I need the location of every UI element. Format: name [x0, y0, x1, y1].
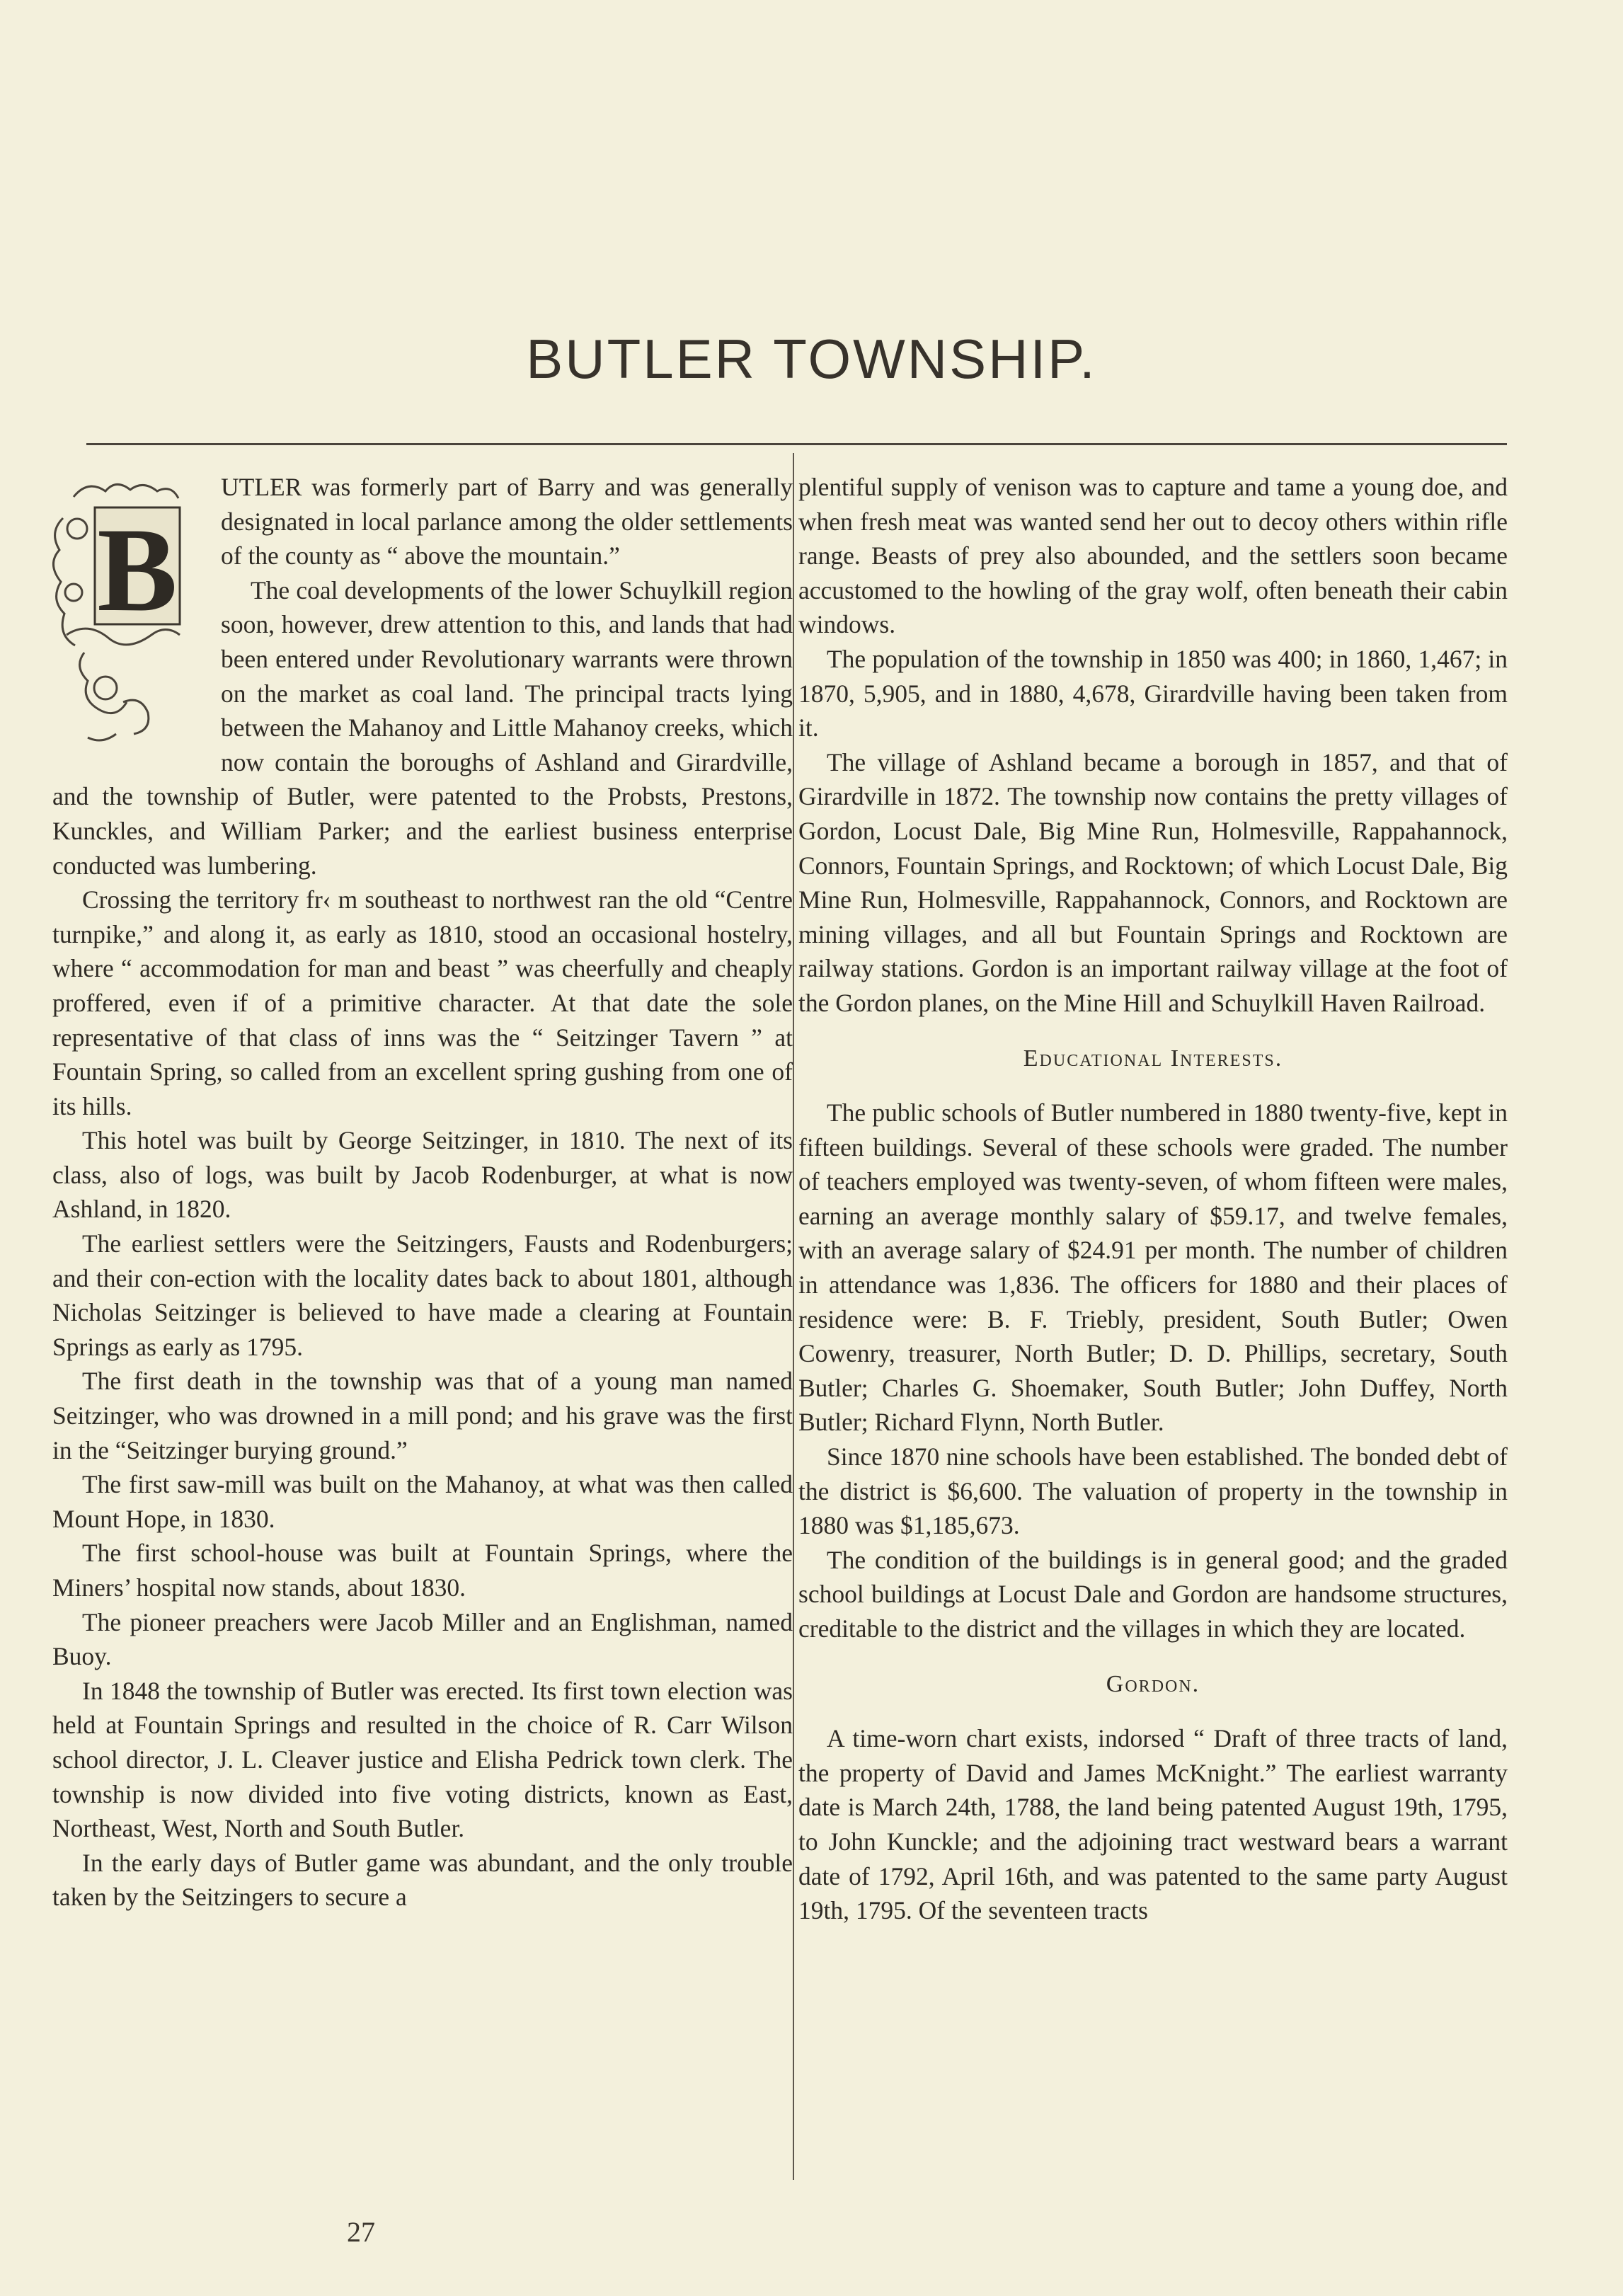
paragraph: Since 1870 nine schools have been established. The bonded debt of the district is $6,600. The valuation of property in the township in 1880 was $1,185,673. — [798, 1442, 1508, 1540]
paragraph: This hotel was built by George Seitzinger, in 1810. The next of its class, also of logs, was built by Jacob Rodenburger, at what is now Ashland, in 1820. — [52, 1126, 793, 1224]
paragraph: A time-worn chart exists, indorsed “ Draft of three tracts of land, the property of David and James McKnight.” The earliest warranty date is March 24th, 1788, the land being patented August 19th, 1795, to John Kunckle; and the adjoining tract westward bears a warrant date of 1792, April 16th, and was patented to the same party August 19th, 1795. Of the seventeen tracts — [798, 1724, 1508, 1925]
paragraph: The condition of the buildings is in general good; and the graded school buildings at Locust Dale and Gordon are handsome structures, creditable to the district and the villages in which they are located. — [798, 1545, 1508, 1643]
paragraph: The first saw-mill was built on the Mahanoy, at what was then called Mount Hope, in 1830. — [52, 1470, 793, 1533]
page-number: 27 — [347, 2216, 375, 2248]
title-rule — [86, 443, 1507, 445]
paragraph: The first school-house was built at Fountain Springs, where the Miners’ hospital now stands, about 1830. — [52, 1539, 793, 1602]
page-title: BUTLER TOWNSHIP. — [526, 328, 1097, 390]
right-column — [798, 470, 1508, 1928]
column-divider — [793, 453, 794, 2180]
paragraph: plentiful supply of venison was to capture and tame a young doe, and when fresh meat was wanted send her out to decoy others within rifle range. Beasts of prey also abounded, and the settlers soon became accustomed to the howling of the gray wolf, often beneath their cabin windows. — [798, 473, 1508, 639]
paragraph: In the early days of Butler game was abundant, and the only trouble taken by the Seitzingers to secure a — [52, 1848, 793, 1912]
left-column — [52, 470, 793, 1915]
paragraph: The pioneer preachers were Jacob Miller and an Englishman, named Buoy. — [52, 1607, 793, 1671]
dropcap-letter: B — [97, 503, 178, 636]
ornamental-dropcap-b-icon — [45, 476, 208, 755]
section-heading-educational-interests: Educational Interests. — [1023, 1045, 1283, 1072]
paragraph: The population of the township in 1850 was 400; in 1860, 1,467; in 1870, 5,905, and in 1880, 4,678, Girardville having been taken from it. — [798, 644, 1508, 742]
paragraph: In 1848 the township of Butler was erected. Its first town election was held at Fountain Springs and resulted in the choice of R. Carr Wilson school director, J. L. Cleaver justice and Elisha Pedrick town clerk. The township is now divided into five voting districts, known as East, Northeast, West, North and South Butler. — [52, 1676, 793, 1843]
section-heading-gordon: Gordon. — [1106, 1670, 1200, 1697]
paragraph: The first death in the township was that of a young man named Seitzinger, who was drowned in a mill pond; and his grave was the first in the “Seitzinger burying ground.” — [52, 1367, 793, 1464]
paragraph: The earliest settlers were the Seitzingers, Fausts and Rodenburgers; and their con‑ection with the locality dates back to about 1801, although Nicholas Seitzinger is believed to have made a clearing at Fountain Springs as early as 1795. — [52, 1229, 793, 1361]
paragraph: The public schools of Butler numbered in 1880 twenty-five, kept in fifteen buildings. Several of these schools were graded. The number of teachers employed was twenty-seven, of whom fifteen were males, earning an average monthly salary of $59.17, and twelve females, with an average salary of $24.91 per month. The number of children in attendance was 1,836. The officers for 1880 and their places of residence were: B. F. Triebly, president, South Butler; Owen Cowenry, treasurer, North Butler; D. D. Phillips, secretary, South Butler; Charles G. Shoemaker, South Butler; John Duffey, North Butler; Richard Flynn, North Butler. — [798, 1098, 1508, 1437]
paragraph: The coal developments of the lower Schuylkill region soon, however, drew attention to this, and lands that had been entered under Revolutionary warrants were thrown on the market as coal land. The principal tracts lying between the Mahanoy and Little Mahanoy creeks, which now contain the boroughs of Ashland and Girardville, and the township of Butler, were patented to the Probsts, Prestons, Kunckles, and William Parker; and the earliest business enterprise conducted was lumbering. — [52, 575, 793, 880]
paragraph: The village of Ashland became a borough in 1857, and that of Girardville in 1872. The township now contains the pretty villages of Gordon, Locust Dale, Big Mine Run, Holmesville, Rappahannock, Connors, Fountain Springs, and Rocktown; of which Locust Dale, Big Mine Run, Holmesville, Rappahannock, Connors, and Rocktown are mining villages, and all but Fountain Springs and Rocktown are railway stations. Gordon is an important railway village at the foot of the Gordon planes, on the Mine Hill and Schuylkill Haven Railroad. — [798, 747, 1508, 1017]
paragraph: UTLER was formerly part of Barry and was generally designated in local parlance among the older settlements of the county as “ above the mountain.” — [221, 473, 793, 570]
paragraph: Crossing the territory fr‹ m southeast to northwest ran the old “Centre turnpike,” and along it, as early as 1810, stood an occasional hostelry, where “ accommodation for man and beast ” was cheerfully and cheaply proffered, even if of a primitive character. At that date the sole representative of that class of inns was the “ Seitzinger Tavern ” at Fountain Spring, so called from an excellent spring gushing from one of its hills. — [52, 885, 793, 1120]
